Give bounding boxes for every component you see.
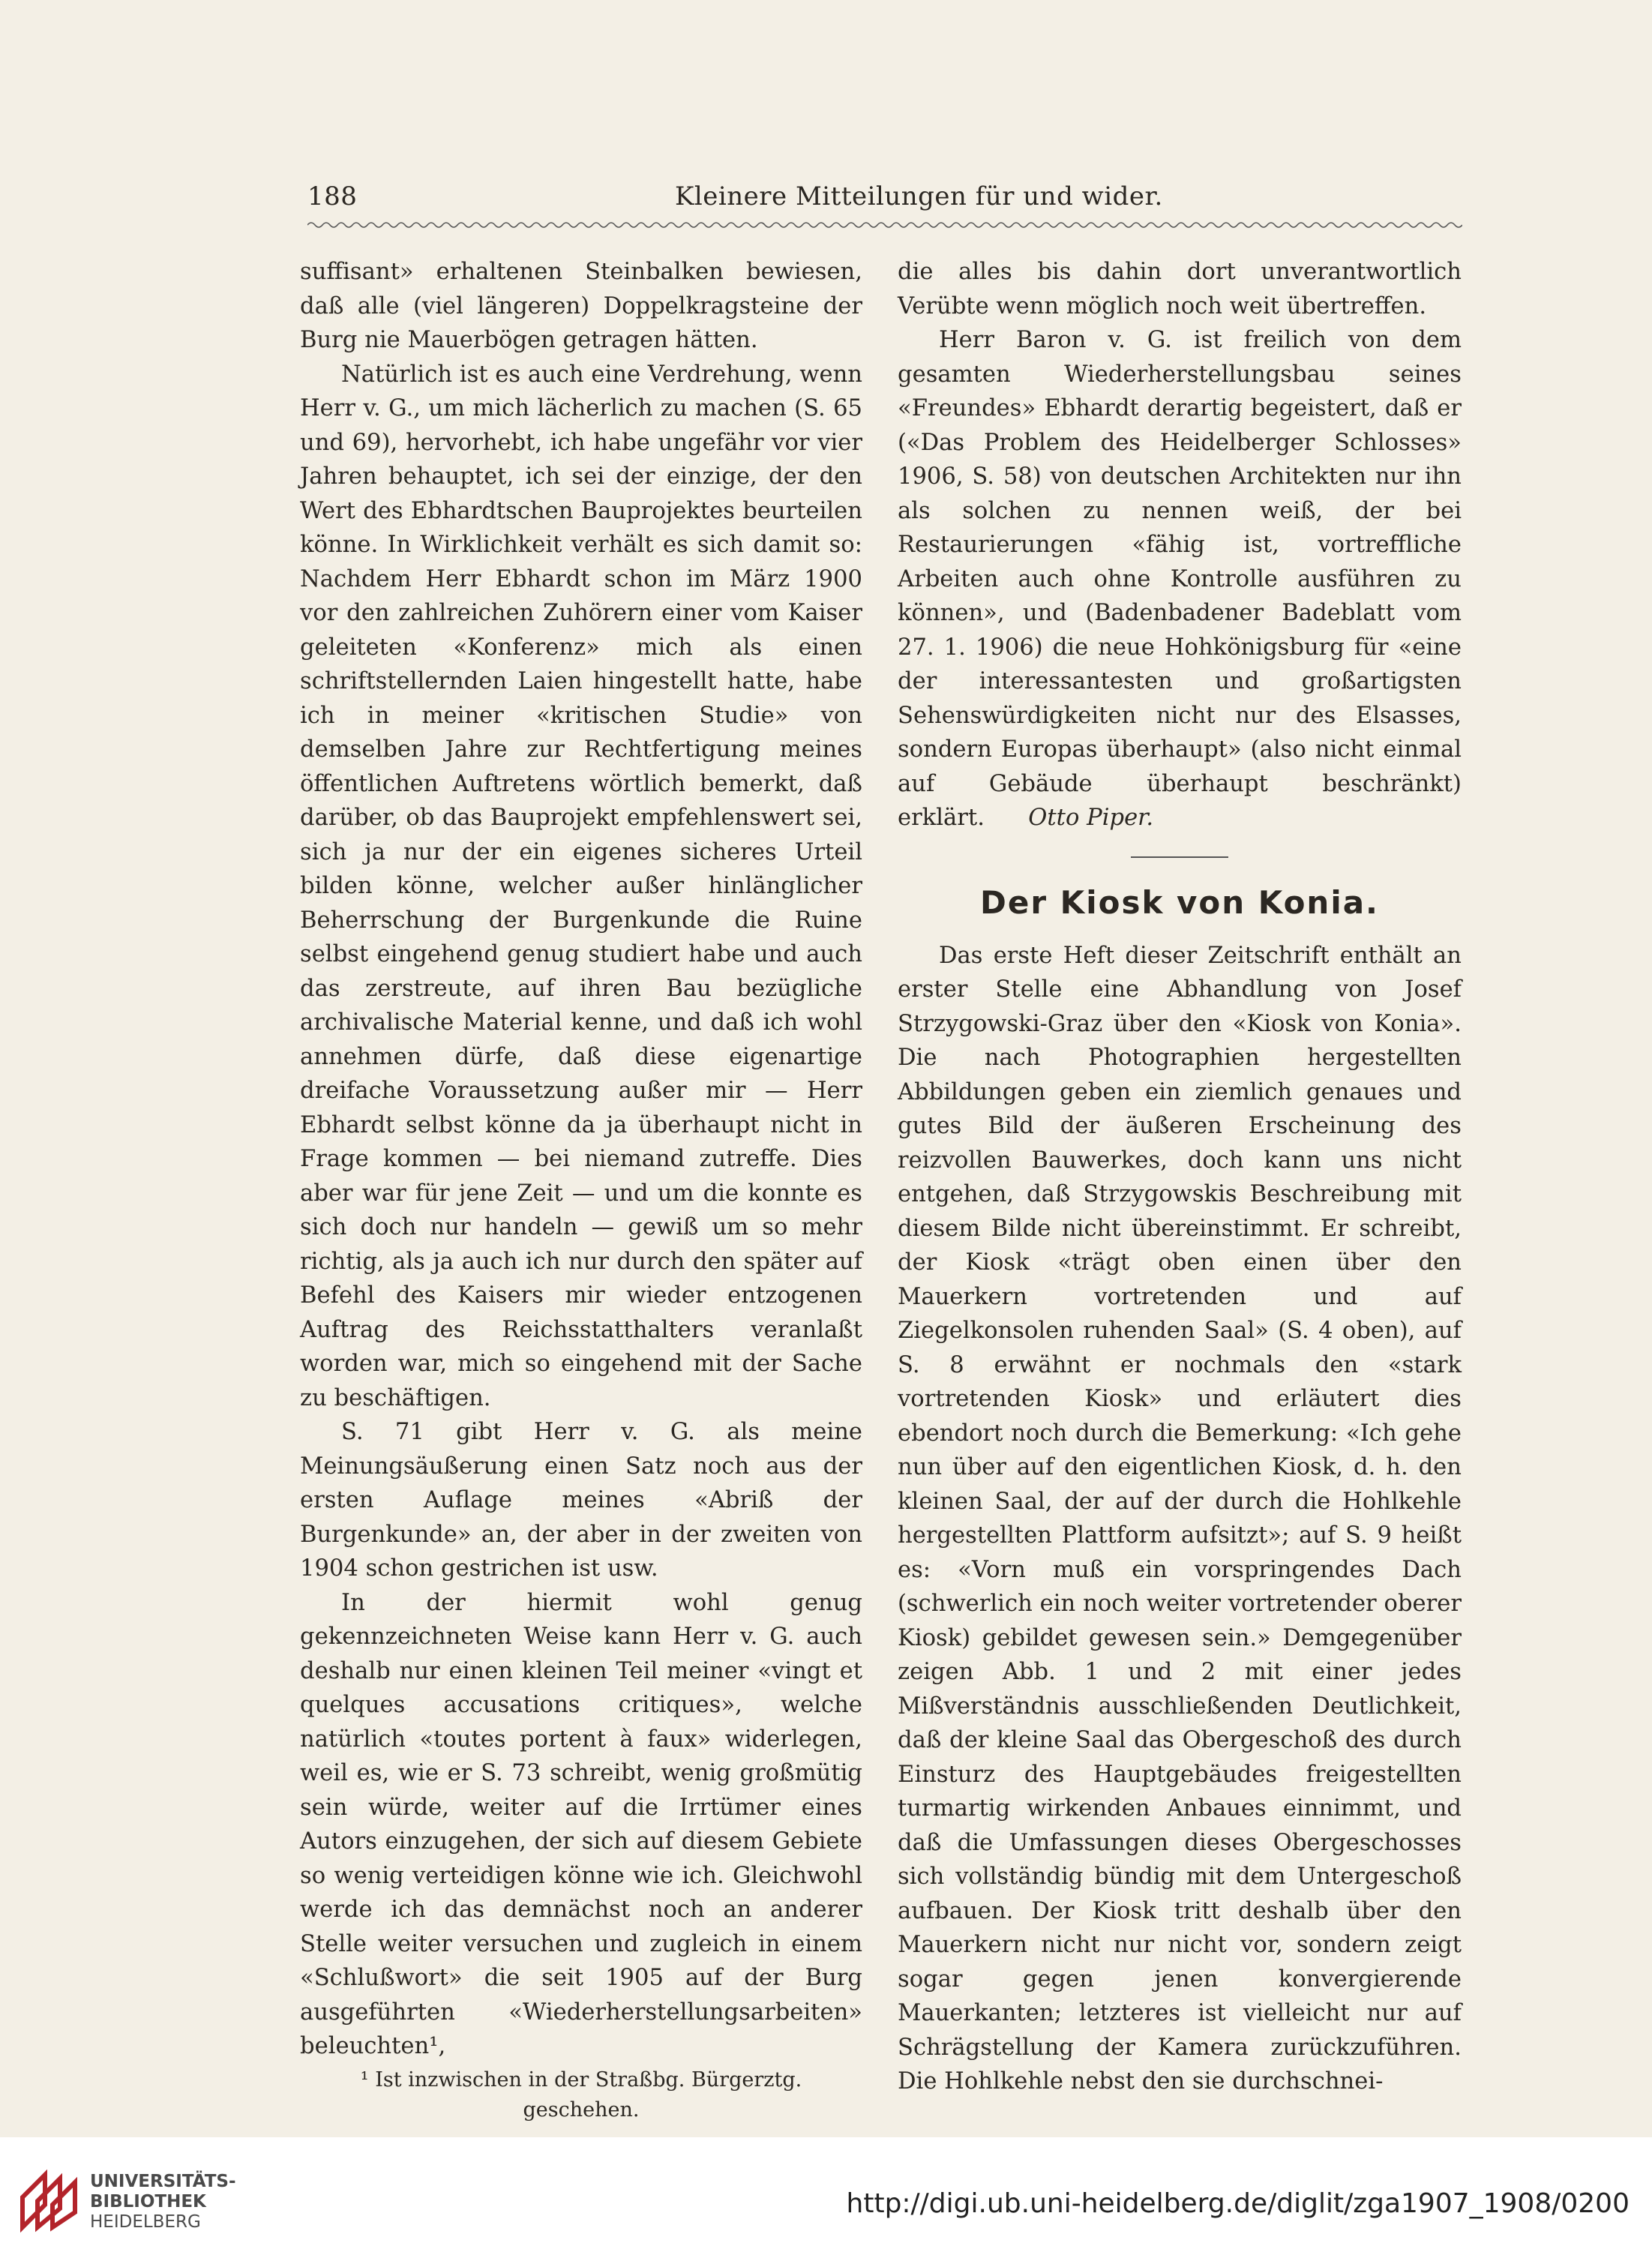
footnote: ¹ Ist inzwischen in der Straßbg. Bürgerztg. geschehen.	[360, 2068, 802, 2122]
running-title: Kleinere Mitteilungen für und wider.	[675, 181, 1163, 211]
library-name-line3: HEIDELBERG	[90, 2212, 201, 2232]
source-url-link[interactable]: http://digi.ub.uni-heidelberg.de/diglit/zga1907_1908/0200	[846, 2188, 1630, 2219]
right-paragraph-3: Das erste Heft dieser Zeitschrift enthält an erster Stelle eine Abhandlung von Josef Strzygowski-Graz über den «Kiosk von Konia». Die nach Photographien hergestellten Abbildungen geben ein ziemlich genaues und gutes Bild der äußeren Erscheinung des reizvollen Bauwerkes, doch kann uns nicht entgehen, daß Strzygowskis Beschreibung mit diesem Bilde nicht übereinstimmt. Er schreibt, der Kiosk «trägt oben einen über den Mauerkern vortretenden und auf Ziegelkonsolen ruhenden Saal» (S. 4 oben), auf S. 8 erwähnt er nochmals den «stark vortretenden Kiosk» und erläutert dies ebendort noch durch die Bemerkung: «Ich gehe nun über auf den eigentlichen Kiosk, d. h. den kleinen Saal, der auf der durch die Hohlkehle hergestellten Plattform aufsitzt»; auf S. 9 heißt es: «Vorn muß ein vorspringendes Dach (schwerlich ein noch weiter vortretender oberer Kiosk) gebildet gewesen sein.» Demgegenüber zeigen Abb. 1 und 2 mit einer jedes Mißverständnis ausschließenden Deutlichkeit, daß der kleine Saal das Obergeschoß des durch Einsturz des Hauptgebäudes freigestellten turmartig wirkenden Anbaues einnimmt, und daß die Umfassungen dieses Obergeschosses sich vollständig bündig mit dem Untergeschoß aufbauen. Der Kiosk tritt deshalb über den Mauerkern nicht nur nicht vor, sondern zeigt sogar gegen jenen konvergierende Mauerkanten; letzteres ist vielleicht nur auf Schrägstellung der Kamera zurückzuführen. Die Hohlkehle nebst den sie durchschnei-	[898, 942, 1462, 2095]
right-paragraph-2-text: Herr Baron v. G. ist freilich von dem gesamten Wiederherstellungsbau seines «Freundes» Ebhardt derartig begeistert, daß er («Das Problem des Heidelberger Schlosses» 1906, S. 58) von deutschen Architekten nur ihn als solchen zu nennen weiß, der bei Restaurierungen «fähig ist, vortreffliche Arbeiten auch ohne Kontrolle ausführen zu können», und (Badenbadener Badeblatt vom 27. 1. 1906) die neue Hohkönigsburg für «eine der interessantesten und großartigsten Sehenswürdigkeiten nicht nur des Elsasses, sondern Europas überhaupt» (also nicht einmal auf Gebäude überhaupt beschränkt) erklärt.	[898, 327, 1462, 831]
right-paragraph-2	[898, 323, 1462, 835]
library-name-line1: UNIVERSITÄTS-	[90, 2172, 236, 2191]
library-name-line2: BIBLIOTHEK	[90, 2192, 206, 2212]
header-wavy-rule	[307, 219, 1462, 231]
library-logo-icon	[15, 2167, 82, 2235]
left-paragraph-3: S. 71 gibt Herr v. G. als meine Meinungsäußerung einen Satz noch aus der ersten Auflage meines «Abriß der Burgenkunde» an, der aber in der zweiten von 1904 schon gestrichen ist usw.	[300, 1419, 862, 1582]
left-paragraph-2: Natürlich ist es auch eine Verdrehung, wenn Herr v. G., um mich lächerlich zu machen (S. 65 und 69), hervorhebt, ich habe ungefähr vor vier Jahren behauptet, ich sei der einzige, der den Wert des Ebhardtschen Bauprojektes beurteilen könne. In Wirklichkeit verhält es sich damit so: Nachdem Herr Ebhardt schon im März 1900 vor den zahlreichen Zuhörern einer vom Kaiser geleiteten «Konferenz» mich als einen schriftstellernden Laien hingestellt hatte, habe ich in meiner «kritischen Studie» von demselben Jahre zur Rechtfertigung meines öffentlichen Auftretens wörtlich bemerkt, daß darüber, ob das Bauprojekt empfehlenswert sei, sich ja nur der ein eigenes sicheres Urteil bilden könne, welcher außer hinlänglicher Beherrschung der Burgenkunde die Ruine selbst eingehend genug studiert habe und auch das zerstreute, auf ihren Bau bezügliche archivalische Material kenne, und daß ich wohl annehmen dürfe, daß diese eigenartige dreifache Voraussetzung außer mir — Herr Ebhardt selbst könne da ja überhaupt nicht in Frage kommen — bei niemand zutreffe. Dies aber war für jene Zeit — und um die konnte es sich doch nur handeln — gewiß um so mehr richtig, als ja auch ich nur durch den später auf Befehl des Kaisers mir wieder entzogenen Auftrag des Reichsstatthalters veranlaßt worden war, mich so eingehend mit der Sache zu beschäftigen.	[300, 361, 862, 1411]
right-paragraph-1: die alles bis dahin dort unverantwortlich Verübte wenn möglich noch weit übertreffen.	[898, 259, 1462, 319]
right-column	[898, 255, 1462, 2099]
library-name	[90, 2172, 236, 2233]
page-number: 188	[307, 181, 358, 211]
footer-bar	[0, 2137, 1652, 2261]
author-signature: Otto Piper.	[1028, 805, 1154, 831]
left-paragraph-1: suffisant» erhaltenen Steinbalken bewiesen, daß alle (viel längeren) Doppelkragsteine der Burg nie Mauerbögen getragen hätten.	[300, 259, 862, 353]
left-column	[300, 255, 862, 2125]
section-title: Der Kiosk von Konia.	[979, 883, 1380, 921]
left-paragraph-4: In der hiermit wohl genug gekennzeichneten Weise kann Herr v. G. auch deshalb nur einen kleinen Teil meiner «vingt et quelques accusations critiques», welche natürlich «toutes portent à faux» widerlegen, weil es, wie er S. 73 schreibt, wenig großmütig sein würde, weiter auf die Irrtümer eines Autors einzugehen, der sich auf diesem Gebiete so wenig verteidigen könne wie ich. Gleichwohl werde ich das demnächst noch an anderer Stelle weiter versuchen und zugleich in einem «Schlußwort» die seit 1905 auf der Burg ausgeführten «Wiederherstellungsarbeiten» beleuchten¹,	[300, 1589, 862, 2059]
section-separator	[1131, 856, 1228, 858]
